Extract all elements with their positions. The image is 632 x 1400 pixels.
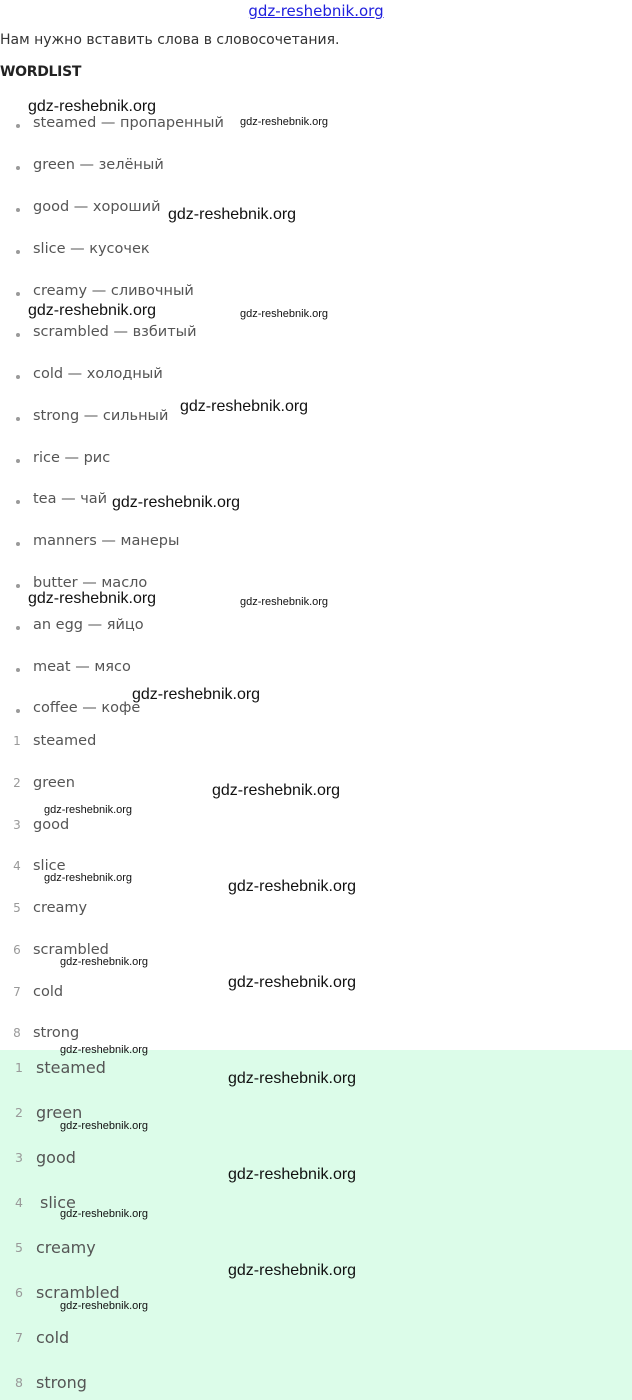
numbered-item: 2 green [13,775,75,791]
watermark: gdz-reshebnik.org [60,956,149,968]
list-item: an egg — яйцо [0,617,400,641]
numbered-item: 3 good [13,817,70,833]
numbered-item: 6 scrambled [13,942,109,958]
bullet-icon [16,626,20,630]
bullet-icon [16,417,20,421]
list-item: rice — рис [0,450,400,474]
list-item: strong — сильный [0,408,400,432]
answer-item: 2 green [15,1103,83,1122]
list-item: tea — чай [0,491,400,515]
answer-item: 3 good [15,1148,76,1167]
list-item: butter — масло [0,575,400,599]
list-item: green — зелёный [0,157,400,181]
numbered-item: 4 slice [13,858,66,874]
bullet-icon [16,500,20,504]
list-item: manners — манеры [0,533,400,557]
answer-block [0,1050,632,1400]
list-item: slice — кусочек [0,241,400,265]
watermark: gdz-reshebnik.org [44,872,133,884]
watermark: gdz-reshebnik.org [228,1070,357,1087]
numbered-item: 1 steamed [13,733,97,749]
list-item: cold — холодный [0,366,400,390]
list-item: creamy — сливочный [0,283,400,307]
site-header-link[interactable]: gdz-reshebnik.org [248,2,384,20]
bullet-icon [16,208,20,212]
answer-item: 6 scrambled [15,1283,120,1302]
intro-text: Нам нужно вставить слова в словосочетания. [0,32,340,48]
numbered-item: 8 strong [13,1025,80,1041]
watermark: gdz-reshebnik.org [228,1262,357,1279]
watermark: gdz-reshebnik.org [60,1044,149,1056]
watermark: gdz-reshebnik.org [228,1166,357,1183]
list-item: good — хороший [0,199,400,223]
bullet-icon [16,333,20,337]
watermark: gdz-reshebnik.org [228,878,357,895]
watermark: gdz-reshebnik.org [60,1208,149,1220]
bullet-icon [16,166,20,170]
bullet-icon [16,459,20,463]
watermark: gdz-reshebnik.org [212,782,341,799]
watermark: gdz-reshebnik.org [28,590,157,607]
watermark: gdz-reshebnik.org [28,98,157,115]
watermark: gdz-reshebnik.org [180,398,309,415]
watermark: gdz-reshebnik.org [132,686,261,703]
list-item: coffee — кофе [0,700,400,724]
watermark: gdz-reshebnik.org [168,206,297,223]
list-item: scrambled — взбитый [0,324,400,348]
list-item: meat — мясо [0,659,400,683]
bullet-icon [16,584,20,588]
list-item: steamed — пропаренный [0,115,400,139]
bullet-icon [16,250,20,254]
answer-item: 5 creamy [15,1238,96,1257]
wordlist-heading: WORDLIST [0,64,82,80]
watermark: gdz-reshebnik.org [60,1300,149,1312]
watermark: gdz-reshebnik.org [60,1120,149,1132]
bullet-icon [16,668,20,672]
bullet-icon [16,542,20,546]
bullet-icon [16,709,20,713]
bullet-icon [16,124,20,128]
bullet-icon [16,375,20,379]
watermark: gdz-reshebnik.org [240,596,329,608]
watermark: gdz-reshebnik.org [240,308,329,320]
bullet-icon [16,292,20,296]
answer-item: 4 slice [15,1193,76,1212]
answer-item: 1 steamed [15,1058,106,1077]
watermark: gdz-reshebnik.org [228,974,357,991]
answer-item: 7 cold [15,1328,70,1347]
answer-item: 8 strong [15,1373,87,1392]
numbered-item: 5 creamy [13,900,88,916]
watermark: gdz-reshebnik.org [28,302,157,319]
numbered-item: 7 cold [13,984,64,1000]
watermark: gdz-reshebnik.org [112,494,241,511]
watermark: gdz-reshebnik.org [240,116,329,128]
watermark: gdz-reshebnik.org [44,804,133,816]
